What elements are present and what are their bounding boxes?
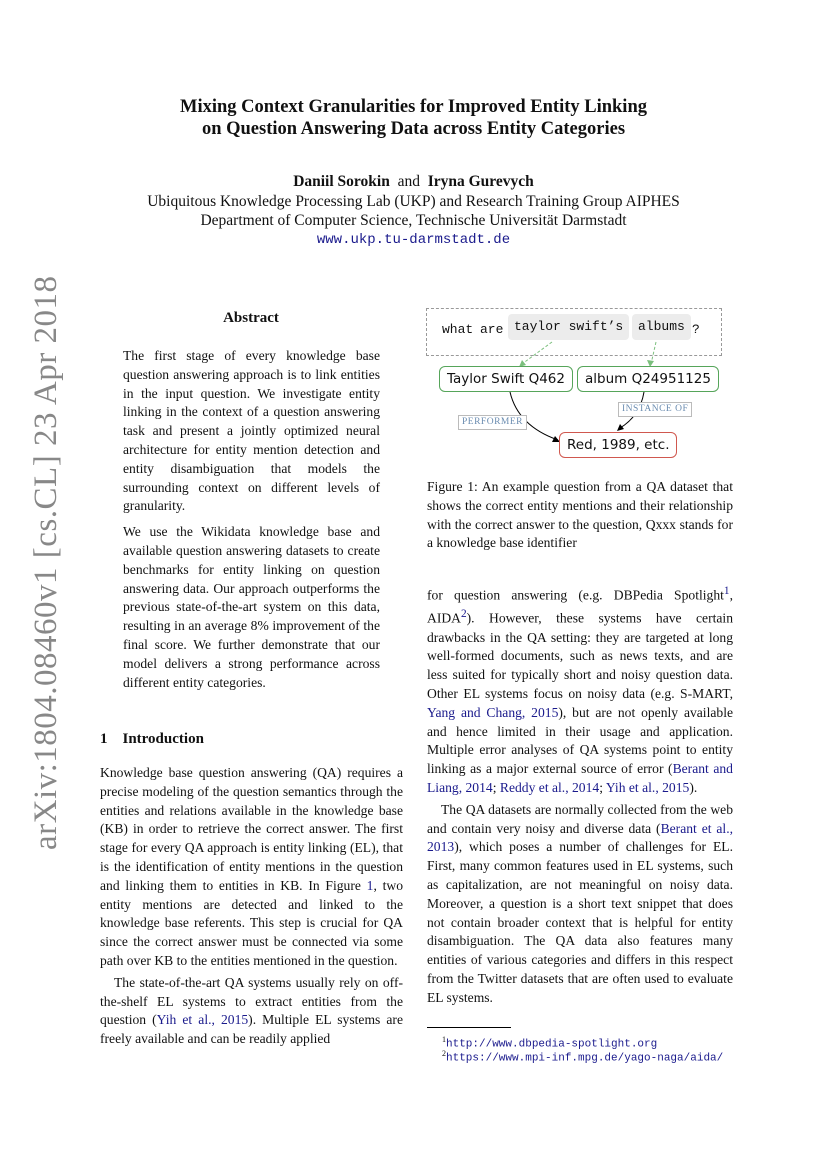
abstract-heading: Abstract (223, 310, 279, 326)
affiliation-2: Department of Computer Science, Technische Universität Darmstadt (200, 212, 627, 229)
cite-yih-2015-b[interactable]: Yih et al., 2015 (605, 780, 690, 796)
right-p1-text-d: ), but are not openly available and hence limited in their usage and application. Multiple error analyses of QA systems point to entity linking as a major external source of error ( (427, 704, 733, 777)
footnote-1-number: 1 (442, 1035, 446, 1044)
intro-p2-text-a: The state-of-the-art QA systems usually rely on off-the-shelf EL systems to extract entities from the question ( (100, 974, 403, 1028)
right-p1-text-a: for question answering (e.g. DBPedia Spotlight (427, 587, 724, 603)
right-p2-text-b: ), which poses a number of challenges for EL. First, many common features used in EL systems, such as capitalization, are not meaningful on noisy data. Moreover, a question is a short text snippet that does not contain broader context that is helpful for entity disambiguation. The QA data also features many entities of various categories and differs in this respect from the Twitter datasets that are often used to evaluate EL systems. (427, 839, 733, 1005)
cite-yih-2015[interactable]: Yih et al., 2015 (156, 1012, 249, 1028)
section-title: Introduction (122, 731, 204, 747)
figure-1-caption: Figure 1: An example question from a QA dataset that shows the correct entity mentions and their relationship with the correct answer to the question, Qxxx stands for a knowledge base identifier (427, 479, 733, 551)
intro-p1-text-a: Knowledge base question answering (QA) requires a precise modeling of the question semantics through the entities and relations available in the knowledge base (KB) in order to retrieve the correct answer. The first stage for every QA approach is entity linking (EL), that is the identification of entity mentions in the question and linking them to entities in KB. In Figure (100, 765, 403, 893)
footnote-1-marker[interactable]: 1 (723, 585, 730, 597)
intro-right-column (427, 582, 733, 1008)
figure-1 (426, 308, 722, 460)
edge-label-instance-of: INSTANCE OF (618, 402, 692, 417)
footnote-2-number: 2 (442, 1049, 446, 1058)
answer-node: Red, 1989, etc. (559, 432, 677, 458)
affiliation-1: Ubiquitous Knowledge Processing Lab (UKP) and Research Training Group AIPHES (147, 192, 680, 210)
author-2: Iryna Gurevych (427, 173, 534, 190)
author-1: Daniil Sorokin (293, 173, 390, 190)
cite-berant-2013[interactable]: Berant et al., 2013 (427, 820, 734, 855)
link-edge-taylor (522, 342, 552, 364)
right-p2-text-a: The QA datasets are normally collected from the web and contain very noisy and diverse data ( (427, 801, 733, 836)
cite-reddy-2014[interactable]: Reddy et al., 2014 (499, 780, 600, 796)
footnote-2-url[interactable]: https://www.mpi-inf.mpg.de/yago-naga/aida/ (446, 1052, 724, 1065)
right-p1-text-b: , AIDA (427, 587, 733, 626)
intro-p1-text-b: , two entity mentions are detected and linked to the knowledge base referents. This step is crucial for QA since the correct answer must be connected via some path over KB to the entities mentioned in the question. (100, 877, 403, 968)
footnote-rule (427, 1027, 511, 1028)
arxiv-stamp-text: arXiv:1804.08460v1 [cs.CL] 23 Apr 2018 (28, 275, 64, 850)
cite-berant-liang-2014[interactable]: Berant and Liang, 2014 (427, 761, 733, 796)
intro-paragraph-2 (100, 974, 403, 1049)
footnote-2 (442, 1047, 723, 1066)
author-line (0, 172, 827, 192)
cite-yang-chang-2015[interactable]: Yang and Chang, 2015 (427, 704, 559, 720)
cite-separator-2: ; (599, 780, 606, 796)
title-line-2: on Question Answering Data across Entity Categories (201, 119, 626, 139)
right-p1-text-e: ). (689, 780, 698, 796)
author-block (0, 172, 827, 250)
footnote-2-marker[interactable]: 2 (460, 608, 467, 621)
figure-ref-link[interactable]: 1 (366, 877, 374, 893)
instance-arrow (617, 424, 624, 431)
author-and: and (397, 173, 420, 190)
right-p1-text-c: ). However, these systems have certain drawbacks in the QA setting: they are targeted at long well-formed documents, such as news texts, and are less suited for typically short and noisy question data. Other EL systems focus on noisy data (e.g. S-MART, (427, 610, 733, 702)
question-mark: ? (692, 322, 700, 337)
abstract-paragraph-1: The first stage of every knowledge base question answering approach is to link entities in the input question. We investigate entity linking in the context of a question answering task and present a jointly optimized neural architecture for entity mention detection and entity disambiguation that models the surrounding context on different levels of granularity. (123, 348, 380, 514)
mention-token-albums: albums (632, 314, 691, 340)
question-word-are: are (480, 322, 504, 337)
intro-p2-text-b: ). Multiple EL systems are freely available and can be readily applied (100, 1012, 403, 1047)
cite-separator-1: ; (492, 780, 500, 796)
author-url[interactable]: www.ukp.tu-darmstadt.de (316, 231, 511, 248)
right-paragraph-2 (427, 801, 733, 1008)
title-line-1: Mixing Context Granularities for Improved Entity Linking (180, 97, 647, 117)
mention-token-taylor-swift: taylor swift’s (508, 314, 629, 340)
abstract-paragraph-2: We use the Wikidata knowledge base and available question answering datasets to create benchmarks for entity linking on question answering data. Our approach outperforms the previous state-of-the-art system on this data, resulting in an average 8% improvement of the final score. We further demonstrate that our model delivers a strong performance across different entity categories. (123, 524, 380, 690)
edge-label-performer: PERFORMER (458, 415, 527, 430)
section-heading-introduction (100, 731, 204, 748)
paper-title (0, 96, 827, 140)
right-paragraph-1 (427, 582, 733, 798)
entity-node-album: album Q24951125 (577, 366, 719, 392)
intro-paragraph-1 (100, 764, 403, 971)
intro-left-column (100, 764, 403, 1049)
question-word-what: what (442, 322, 474, 337)
section-number: 1 (100, 731, 108, 747)
footnote-1-url[interactable]: http://www.dbpedia-spotlight.org (446, 1038, 658, 1051)
entity-node-taylor-swift: Taylor Swift Q462 (439, 366, 573, 392)
abstract-body (123, 347, 380, 692)
